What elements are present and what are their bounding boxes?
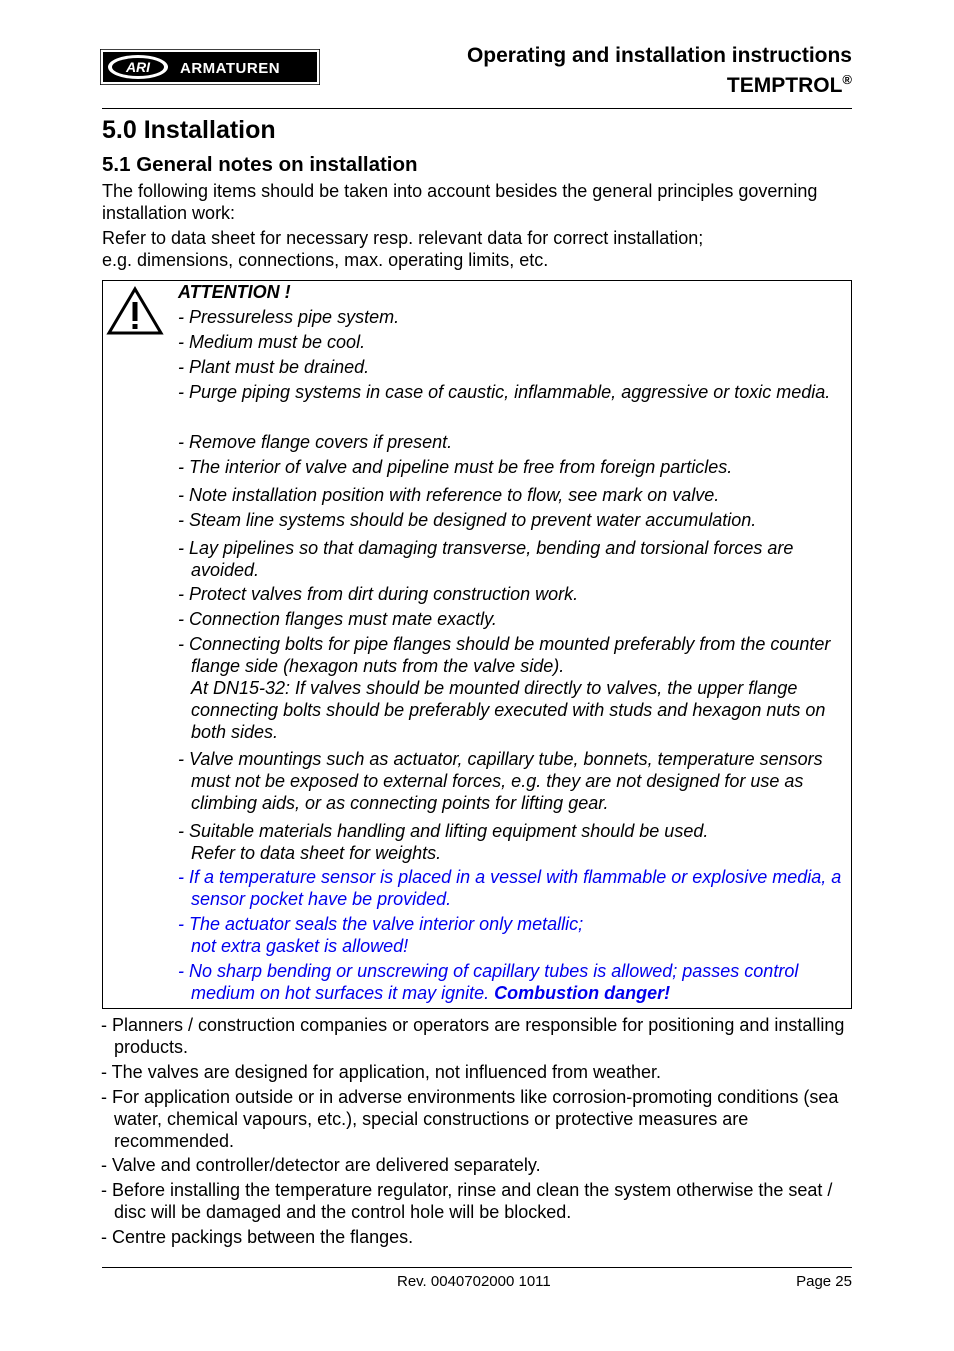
- attention-title: ATTENTION !: [178, 282, 291, 302]
- note-item: - Planners / construction companies or operators are responsible for positioning and installing products.: [101, 1015, 845, 1057]
- attention-item-highlight: - The actuator seals the valve interior only metallic;: [178, 914, 584, 934]
- product-name: [467, 68, 852, 98]
- svg-text:ARI: ARI: [125, 59, 151, 75]
- attention-item: - Remove flange covers if present.: [178, 432, 453, 452]
- intro-paragraph-2: Refer to data sheet for necessary resp. relevant data for correct installation;: [102, 228, 704, 248]
- ignition-warning-text: - No sharp bending or unscrewing of capillary tubes is allowed; passes control medium on hot surfaces it may ignite.: [178, 961, 799, 1003]
- attention-item: - The interior of valve and pipeline must be free from foreign particles.: [178, 457, 733, 477]
- attention-item: - Connection flanges must mate exactly.: [178, 609, 497, 629]
- attention-item: - Connecting bolts for pipe flanges should be mounted preferably from the counter flange side (hexagon nuts from the valve side).: [178, 634, 831, 676]
- attention-item-highlight: - If a temperature sensor is placed in a vessel with flammable or explosive media, a sensor pocket have be provided.: [178, 867, 842, 909]
- product-label: TEMPTROL: [726, 74, 843, 97]
- note-item: - For application outside or in adverse environments like corrosion-promoting conditions (sea water, chemical vapours, etc.), special constructions or protective measures are recommended.: [101, 1087, 839, 1151]
- ari-armaturen-logo: [100, 49, 320, 85]
- attention-item-continuation: Refer to data sheet for weights.: [191, 843, 442, 863]
- header-divider: [102, 108, 852, 109]
- attention-item: - Plant must be drained.: [178, 357, 370, 377]
- attention-item: - Suitable materials handling and lifting equipment should be used.: [178, 821, 709, 841]
- intro-paragraph-1: The following items should be taken into account besides the general principles governing installation work:: [102, 181, 818, 223]
- note-item: - Centre packings between the flanges.: [101, 1227, 414, 1247]
- page-number: Page 25: [796, 1273, 852, 1290]
- note-item: - Before installing the temperature regulator, rinse and clean the system otherwise the seat / disc will be damaged and the control hole will be blocked.: [101, 1180, 833, 1222]
- attention-item: - Steam line systems should be designed to prevent water accumulation.: [178, 510, 757, 530]
- attention-item: - Purge piping systems in case of caustic, inflammable, aggressive or toxic media.: [178, 382, 831, 402]
- footer-divider: [102, 1267, 852, 1268]
- attention-item: - Medium must be cool.: [178, 332, 366, 352]
- subsection-title: 5.1 General notes on installation: [102, 153, 418, 176]
- note-item: - Valve and controller/detector are delivered separately.: [101, 1155, 541, 1175]
- attention-item: - Note installation position with reference to flow, see mark on valve.: [178, 485, 720, 505]
- attention-item-highlight: [178, 960, 856, 1004]
- svg-text:ARMATUREN: ARMATUREN: [180, 60, 281, 77]
- revision-number: Rev. 0040702000 1011: [397, 1273, 551, 1290]
- warning-triangle-icon: [106, 286, 164, 336]
- combustion-danger-text: Combustion danger!: [494, 983, 671, 1003]
- registered-mark: ®: [842, 72, 852, 87]
- attention-item: - Lay pipelines so that damaging transverse, bending and torsional forces are avoided.: [178, 538, 794, 580]
- attention-item-highlight-continuation: not extra gasket is allowed!: [191, 936, 409, 956]
- doc-title: Operating and installation instructions: [466, 44, 852, 67]
- attention-item: - Protect valves from dirt during construction work.: [178, 584, 579, 604]
- section-title: 5.0 Installation: [102, 116, 276, 144]
- note-item: - The valves are designed for application, not influenced from weather.: [101, 1062, 661, 1082]
- attention-item: - Pressureless pipe system.: [178, 307, 400, 327]
- intro-paragraph-3: e.g. dimensions, connections, max. operating limits, etc.: [102, 250, 549, 270]
- document-header-title: [467, 44, 852, 98]
- attention-item-continuation: At DN15-32: If valves should be mounted directly to valves, the upper flange connecting bolts should be preferably executed with studs and hexagon nuts on both sides.: [191, 678, 826, 742]
- attention-item: - Valve mountings such as actuator, capillary tube, bonnets, temperature sensors must not be exposed to external forces, e.g. they are not designed for use as climbing aids, or as connecting points for lifting gear.: [178, 749, 823, 813]
